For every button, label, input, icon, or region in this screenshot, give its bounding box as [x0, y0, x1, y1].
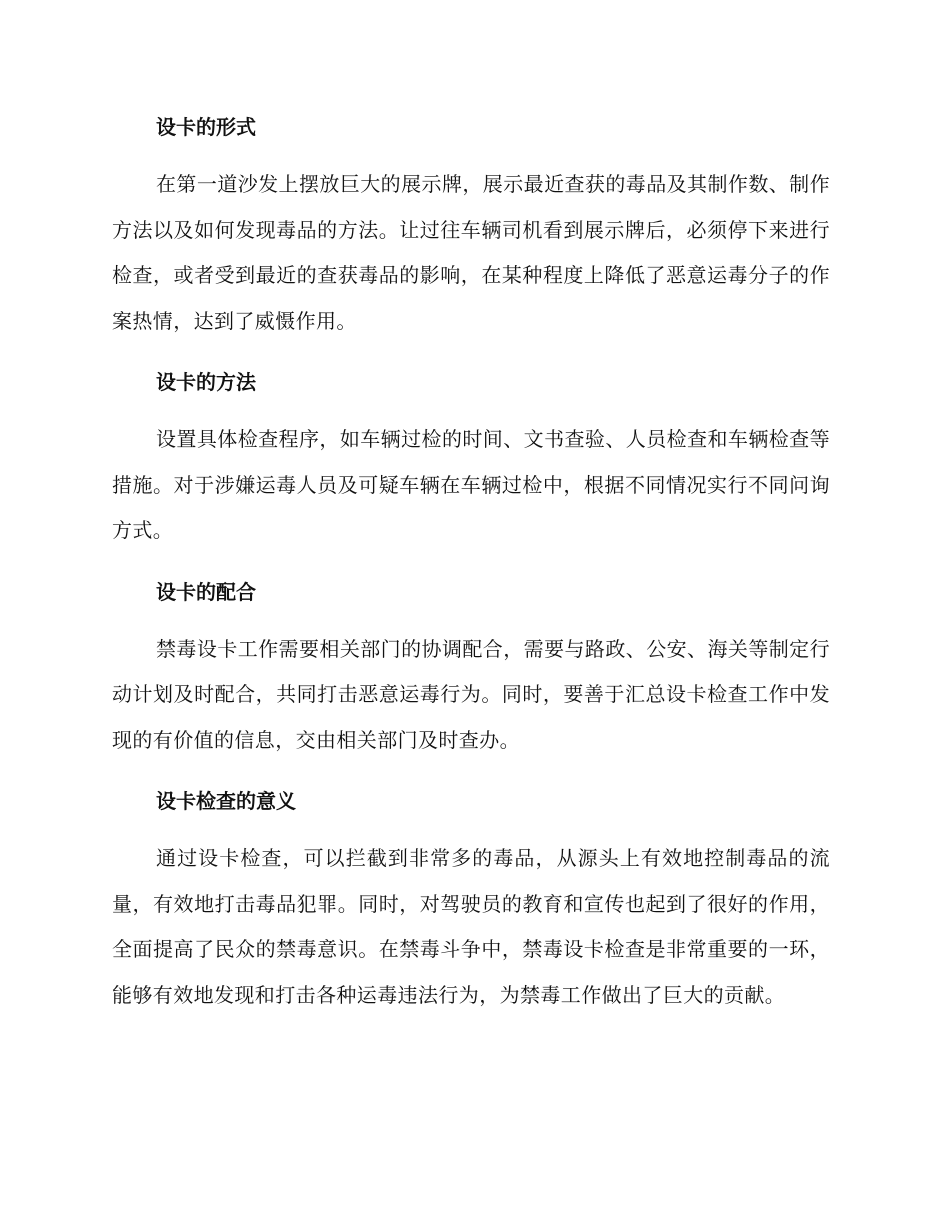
- section-paragraph: 禁毒设卡工作需要相关部门的协调配合，需要与路政、公安、海关等制定行动计划及时配合，共同打击恶意运毒行为。同时，要善于汇总设卡检查工作中发现的有价值的信息，交由相关部门及时查办。: [112, 636, 830, 752]
- section-paragraph: 通过设卡检查，可以拦截到非常多的毒品，从源头上有效地控制毒品的流量，有效地打击毒品犯罪。同时，对驾驶员的教育和宣传也起到了很好的作用，全面提高了民众的禁毒意识。在禁毒斗争中，禁毒设卡检查是非常重要的一环，能够有效地发现和打击各种运毒违法行为，为禁毒工作做出了巨大的贡献。: [112, 846, 830, 1007]
- section-heading: 设卡的配合: [156, 579, 256, 604]
- section-paragraph: 设置具体检查程序，如车辆过检的时间、文书查验、人员检查和车辆检查等措施。对于涉嫌运毒人员及可疑车辆在车辆过检中，根据不同情况实行不同问询方式。: [112, 427, 830, 542]
- section-heading: 设卡检查的意义: [156, 789, 296, 813]
- section-paragraph: 在第一道沙发上摆放巨大的展示牌，展示最近查获的毒品及其制作数、制作方法以及如何发现毒品的方法。让过往车辆司机看到展示牌后，必须停下来进行检查，或者受到最近的查获毒品的影响，在某种程度上降低了恶意运毒分子的作案热情，达到了威慑作用。: [112, 172, 830, 333]
- section-heading: 设卡的形式: [156, 115, 256, 139]
- section-heading: 设卡的方法: [156, 370, 256, 394]
